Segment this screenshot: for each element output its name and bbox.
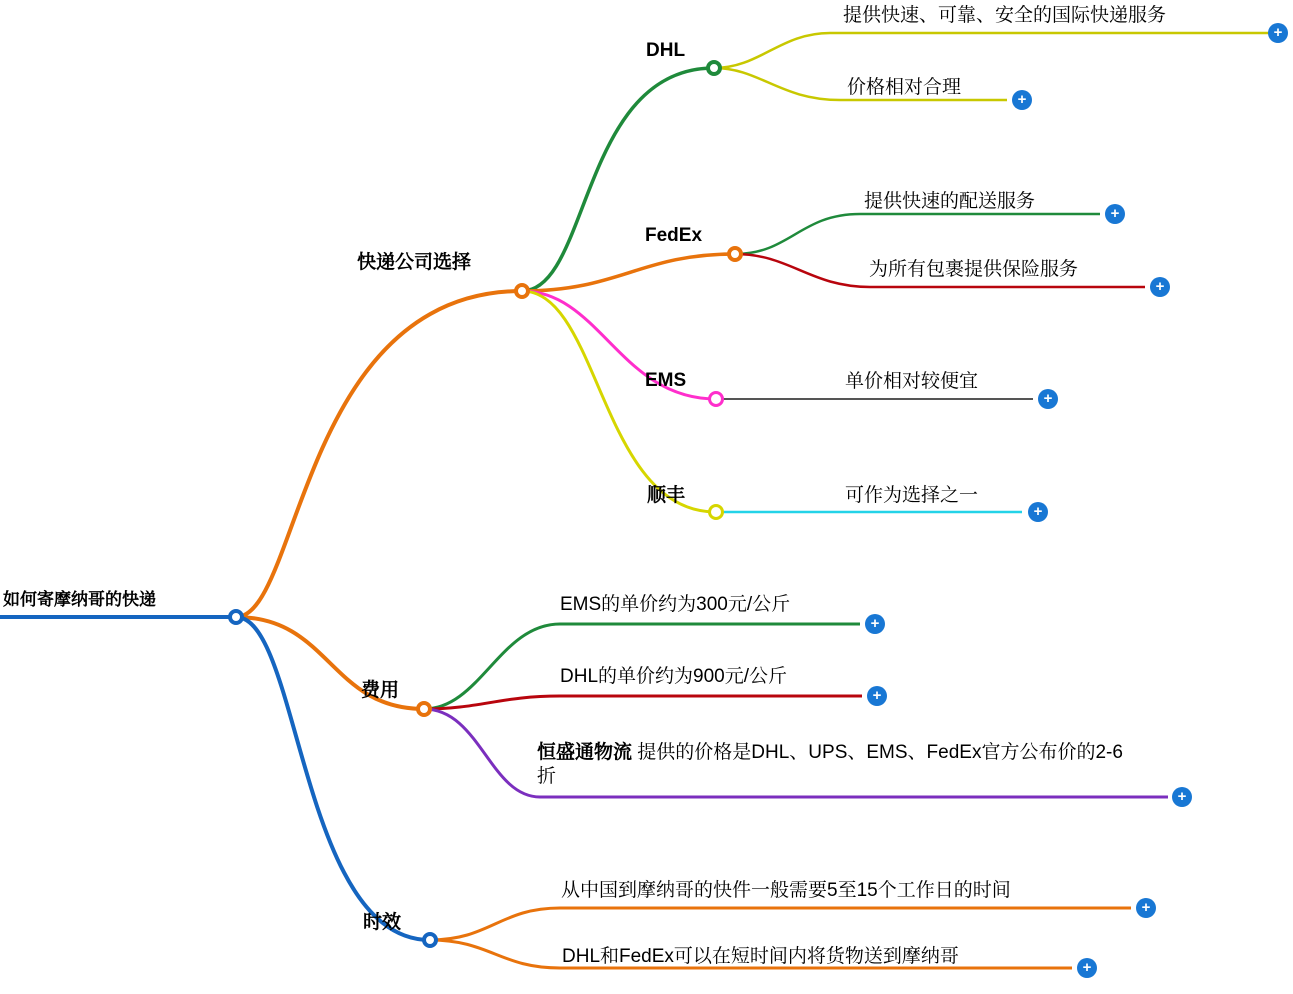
branch-label-cost: 费用 <box>361 680 400 701</box>
expand-button-dhl-service[interactable]: + <box>1268 23 1288 43</box>
leaf-label-ems-price: 单价相对较便宜 <box>845 371 979 392</box>
node-dot-fedex[interactable] <box>727 246 743 262</box>
expand-button-fedex-insurance[interactable]: + <box>1150 277 1170 297</box>
branch-dot-transit-time[interactable] <box>422 932 438 948</box>
leaf-label-cost-hengshengtong-rest: 提供的价格是DHL、UPS、EMS、FedEx官方公布价的2-6折 <box>537 742 1123 787</box>
expand-button-transit-china-monaco[interactable]: + <box>1136 898 1156 918</box>
expand-button-fedex-fast[interactable]: + <box>1105 204 1125 224</box>
root-node-dot[interactable] <box>228 609 244 625</box>
branch-dot-cost[interactable] <box>416 701 432 717</box>
leaf-label-cost-ems: EMS的单价约为300元/公斤 <box>560 594 791 615</box>
leaf-label-fedex-insurance: 为所有包裹提供保险服务 <box>869 259 1079 280</box>
leaf-label-cost-hengshengtong-brand: 恒盛通物流 <box>537 742 633 763</box>
expand-button-dhl-price[interactable]: + <box>1012 90 1032 110</box>
leaf-label-cost-hengshengtong <box>537 741 1137 789</box>
node-dot-ems[interactable] <box>708 391 724 407</box>
node-label-fedex: FedEx <box>645 225 703 246</box>
leaf-label-transit-dhl-fedex: DHL和FedEx可以在短时间内将货物送到摩纳哥 <box>562 946 959 967</box>
leaf-label-dhl-price: 价格相对合理 <box>847 77 962 98</box>
branch-label-courier-choice: 快递公司选择 <box>357 252 472 273</box>
expand-button-transit-dhl-fedex[interactable]: + <box>1077 958 1097 978</box>
leaf-label-dhl-service: 提供快速、可靠、安全的国际快递服务 <box>843 5 1167 26</box>
node-dot-sf[interactable] <box>708 504 724 520</box>
node-label-sf: 顺丰 <box>647 485 686 506</box>
expand-button-cost-ems[interactable]: + <box>865 614 885 634</box>
leaf-label-fedex-fast: 提供快速的配送服务 <box>864 191 1036 212</box>
root-node-label: 如何寄摩纳哥的快递 <box>3 590 156 609</box>
expand-button-ems-price[interactable]: + <box>1038 389 1058 409</box>
expand-button-cost-hengshengtong[interactable]: + <box>1172 787 1192 807</box>
expand-button-sf-option[interactable]: + <box>1028 502 1048 522</box>
expand-button-cost-dhl[interactable]: + <box>867 686 887 706</box>
node-label-dhl: DHL <box>646 40 686 61</box>
branch-label-transit-time: 时效 <box>363 912 402 933</box>
leaf-label-sf-option: 可作为选择之一 <box>845 485 979 506</box>
leaf-label-transit-china-monaco: 从中国到摩纳哥的快件一般需要5至15个工作日的时间 <box>561 880 1011 901</box>
leaf-label-cost-dhl: DHL的单价约为900元/公斤 <box>560 666 787 687</box>
node-dot-dhl[interactable] <box>706 60 722 76</box>
branch-dot-courier-choice[interactable] <box>514 283 530 299</box>
node-label-ems: EMS <box>645 370 687 391</box>
